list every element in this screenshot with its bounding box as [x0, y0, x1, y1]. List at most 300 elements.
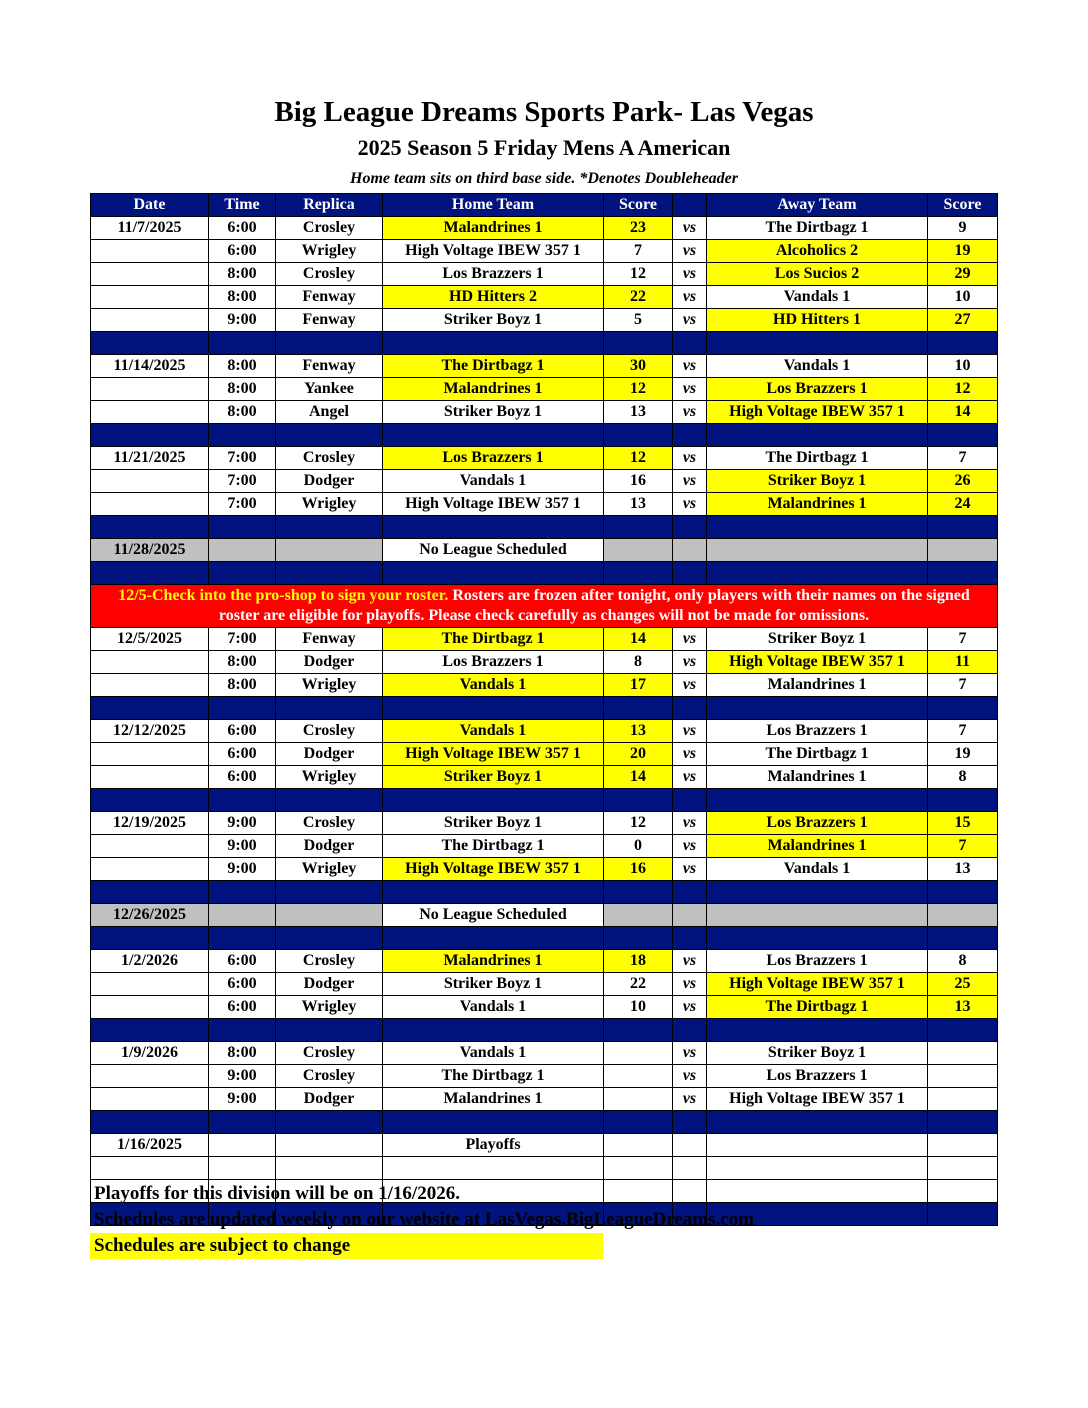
away-team: Vandals 1 [707, 355, 928, 378]
home-score: 17 [604, 674, 673, 697]
game-row [91, 493, 998, 516]
game-time: 7:00 [209, 628, 276, 651]
empty-cell [209, 1134, 276, 1157]
game-date: 11/7/2025 [91, 217, 209, 240]
home-team-note: Home team sits on third base side. *Denotes Doubleheader [350, 170, 738, 187]
game-time: 8:00 [209, 355, 276, 378]
game-time: 9:00 [209, 835, 276, 858]
empty-cell [91, 1157, 209, 1180]
game-field: Crosley [276, 720, 383, 743]
away-score: 7 [928, 628, 998, 651]
empty-cell [928, 1180, 998, 1203]
separator-cell [91, 562, 209, 585]
separator-cell [276, 424, 383, 447]
away-team: The Dirtbagz 1 [707, 217, 928, 240]
home-score: 30 [604, 355, 673, 378]
game-row [91, 950, 998, 973]
separator-cell [276, 927, 383, 950]
vs-label: vs [673, 743, 707, 766]
away-team: Los Sucios 2 [707, 263, 928, 286]
separator-cell [91, 789, 209, 812]
away-team: Alcoholics 2 [707, 240, 928, 263]
home-score: 13 [604, 493, 673, 516]
schedule-body [91, 194, 998, 1226]
game-date [91, 286, 209, 309]
separator-cell [707, 516, 928, 539]
game-time: 8:00 [209, 651, 276, 674]
game-field: Wrigley [276, 674, 383, 697]
home-score: 12 [604, 447, 673, 470]
separator-cell [91, 516, 209, 539]
home-score: 14 [604, 766, 673, 789]
separator-cell [707, 1111, 928, 1134]
away-team: Malandrines 1 [707, 674, 928, 697]
away-team: Los Brazzers 1 [707, 720, 928, 743]
away-score: 27 [928, 309, 998, 332]
game-time: 6:00 [209, 996, 276, 1019]
separator-cell [91, 1111, 209, 1134]
empty-cell [604, 1134, 673, 1157]
separator-cell [209, 927, 276, 950]
game-date [91, 1088, 209, 1111]
separator-cell [276, 332, 383, 355]
vs-label: vs [673, 674, 707, 697]
away-team: Malandrines 1 [707, 766, 928, 789]
separator-cell [673, 1111, 707, 1134]
separator-cell [383, 516, 604, 539]
home-score: 20 [604, 743, 673, 766]
away-team: High Voltage IBEW 357 1 [707, 401, 928, 424]
home-score: 14 [604, 628, 673, 651]
col-replica: Replica [276, 194, 383, 217]
separator-cell [91, 881, 209, 904]
no-league-date: 12/26/2025 [91, 904, 209, 927]
away-team: High Voltage IBEW 357 1 [707, 651, 928, 674]
separator-cell [383, 332, 604, 355]
away-score: 8 [928, 766, 998, 789]
game-row [91, 720, 998, 743]
separator-cell [276, 881, 383, 904]
away-score: 10 [928, 355, 998, 378]
game-field: Yankee [276, 378, 383, 401]
game-row [91, 674, 998, 697]
schedule-table [90, 193, 998, 1226]
game-row [91, 470, 998, 493]
separator-cell [209, 789, 276, 812]
home-score: 16 [604, 470, 673, 493]
game-time: 6:00 [209, 973, 276, 996]
separator-cell [928, 1111, 998, 1134]
home-team: Striker Boyz 1 [383, 309, 604, 332]
game-field: Wrigley [276, 996, 383, 1019]
game-field: Crosley [276, 263, 383, 286]
separator-row [91, 881, 998, 904]
col-vs [673, 194, 707, 217]
home-score: 22 [604, 286, 673, 309]
separator-cell [383, 562, 604, 585]
footer-playoffs-note: Playoffs for this division will be on 1/16/2026. [94, 1183, 460, 1204]
separator-cell [91, 332, 209, 355]
separator-cell [604, 1019, 673, 1042]
home-team: Vandals 1 [383, 470, 604, 493]
away-team: High Voltage IBEW 357 1 [707, 973, 928, 996]
playoffs-row [91, 1134, 998, 1157]
vs-label: vs [673, 401, 707, 424]
separator-cell [604, 697, 673, 720]
game-time: 9:00 [209, 858, 276, 881]
game-time: 8:00 [209, 674, 276, 697]
empty-cell [707, 1157, 928, 1180]
separator-cell [383, 881, 604, 904]
game-field: Fenway [276, 355, 383, 378]
away-score [928, 1065, 998, 1088]
footer-change-note: Schedules are subject to change [90, 1233, 603, 1259]
game-date [91, 240, 209, 263]
game-row [91, 743, 998, 766]
away-team: Los Brazzers 1 [707, 950, 928, 973]
empty-cell [673, 539, 707, 562]
game-date [91, 835, 209, 858]
away-score: 12 [928, 378, 998, 401]
home-team: Vandals 1 [383, 1042, 604, 1065]
separator-cell [673, 789, 707, 812]
separator-cell [276, 789, 383, 812]
game-row [91, 378, 998, 401]
separator-cell [928, 562, 998, 585]
game-date [91, 996, 209, 1019]
empty-cell [276, 1157, 383, 1180]
game-date: 11/21/2025 [91, 447, 209, 470]
home-score: 8 [604, 651, 673, 674]
game-date [91, 651, 209, 674]
game-time: 8:00 [209, 401, 276, 424]
game-field: Crosley [276, 217, 383, 240]
game-time: 9:00 [209, 1088, 276, 1111]
game-date: 12/19/2025 [91, 812, 209, 835]
separator-row [91, 697, 998, 720]
empty-cell [209, 904, 276, 927]
blank-row [91, 1157, 998, 1180]
game-date [91, 973, 209, 996]
separator-cell [276, 1019, 383, 1042]
away-score: 26 [928, 470, 998, 493]
separator-cell [604, 562, 673, 585]
playoffs-date: 1/16/2025 [91, 1134, 209, 1157]
away-team: Los Brazzers 1 [707, 812, 928, 835]
col-away-team: Away Team [707, 194, 928, 217]
away-score: 13 [928, 996, 998, 1019]
away-team: The Dirtbagz 1 [707, 743, 928, 766]
home-score: 12 [604, 812, 673, 835]
game-row [91, 766, 998, 789]
game-date: 1/9/2026 [91, 1042, 209, 1065]
separator-cell [209, 516, 276, 539]
vs-label: vs [673, 378, 707, 401]
home-team: Malandrines 1 [383, 950, 604, 973]
game-time: 6:00 [209, 743, 276, 766]
separator-cell [707, 424, 928, 447]
game-row [91, 355, 998, 378]
separator-cell [383, 927, 604, 950]
empty-cell [928, 1157, 998, 1180]
separator-cell [673, 881, 707, 904]
separator-cell [928, 881, 998, 904]
separator-cell [383, 424, 604, 447]
empty-cell [604, 539, 673, 562]
away-team: Malandrines 1 [707, 493, 928, 516]
separator-cell [707, 927, 928, 950]
separator-row [91, 424, 998, 447]
vs-label: vs [673, 973, 707, 996]
vs-label: vs [673, 1042, 707, 1065]
footer-website-note: Schedules are updated weekly on our website at LasVegas.BigLeagueDreams.com [94, 1209, 755, 1230]
separator-cell [91, 697, 209, 720]
separator-cell [209, 424, 276, 447]
empty-cell [604, 1180, 673, 1203]
away-team: Striker Boyz 1 [707, 1042, 928, 1065]
game-time: 8:00 [209, 286, 276, 309]
separator-cell [383, 1111, 604, 1134]
vs-label: vs [673, 1065, 707, 1088]
game-date [91, 470, 209, 493]
home-team: High Voltage IBEW 357 1 [383, 743, 604, 766]
game-row [91, 812, 998, 835]
empty-cell [604, 1157, 673, 1180]
game-time: 9:00 [209, 1065, 276, 1088]
home-team: Vandals 1 [383, 674, 604, 697]
away-score: 29 [928, 263, 998, 286]
empty-cell [276, 904, 383, 927]
notice-highlight: Check into the pro-shop to sign your roster. [152, 587, 449, 604]
away-score: 13 [928, 858, 998, 881]
away-score: 19 [928, 743, 998, 766]
game-field: Angel [276, 401, 383, 424]
page-subtitle: 2025 Season 5 Friday Mens A American [357, 135, 731, 160]
game-row [91, 401, 998, 424]
away-team: HD Hitters 1 [707, 309, 928, 332]
game-date [91, 493, 209, 516]
away-score: 15 [928, 812, 998, 835]
game-date [91, 858, 209, 881]
home-score: 22 [604, 973, 673, 996]
home-team: The Dirtbagz 1 [383, 835, 604, 858]
home-team: Malandrines 1 [383, 217, 604, 240]
game-row [91, 1042, 998, 1065]
game-row [91, 217, 998, 240]
separator-cell [604, 927, 673, 950]
no-league-label: No League Scheduled [383, 539, 604, 562]
empty-cell [604, 904, 673, 927]
home-team: HD Hitters 2 [383, 286, 604, 309]
game-field: Fenway [276, 309, 383, 332]
game-field: Crosley [276, 812, 383, 835]
separator-cell [604, 789, 673, 812]
separator-row [91, 789, 998, 812]
game-time: 6:00 [209, 766, 276, 789]
home-team: The Dirtbagz 1 [383, 1065, 604, 1088]
game-time: 8:00 [209, 378, 276, 401]
empty-cell [209, 539, 276, 562]
home-score: 10 [604, 996, 673, 1019]
home-team: The Dirtbagz 1 [383, 628, 604, 651]
game-field: Wrigley [276, 766, 383, 789]
game-field: Dodger [276, 651, 383, 674]
game-field: Wrigley [276, 493, 383, 516]
away-team: Striker Boyz 1 [707, 628, 928, 651]
away-score: 9 [928, 217, 998, 240]
game-date [91, 378, 209, 401]
away-score: 24 [928, 493, 998, 516]
separator-cell [383, 1019, 604, 1042]
game-field: Dodger [276, 835, 383, 858]
home-score [604, 1042, 673, 1065]
game-row [91, 263, 998, 286]
home-team: Vandals 1 [383, 996, 604, 1019]
vs-label: vs [673, 309, 707, 332]
playoffs-label: Playoffs [383, 1134, 604, 1157]
home-team: Striker Boyz 1 [383, 973, 604, 996]
game-row [91, 1088, 998, 1111]
notice-prefix: 12/5- [118, 587, 152, 604]
no-league-row [91, 539, 998, 562]
away-team: The Dirtbagz 1 [707, 447, 928, 470]
separator-cell [604, 332, 673, 355]
col-away-score: Score [928, 194, 998, 217]
separator-cell [91, 424, 209, 447]
home-team: Los Brazzers 1 [383, 651, 604, 674]
separator-cell [673, 562, 707, 585]
separator-cell [673, 332, 707, 355]
away-team: Malandrines 1 [707, 835, 928, 858]
home-team: Striker Boyz 1 [383, 812, 604, 835]
vs-label: vs [673, 1088, 707, 1111]
game-time: 8:00 [209, 263, 276, 286]
game-time: 6:00 [209, 720, 276, 743]
separator-cell [707, 1019, 928, 1042]
separator-cell [209, 881, 276, 904]
home-score: 23 [604, 217, 673, 240]
separator-cell [928, 927, 998, 950]
separator-cell [209, 697, 276, 720]
away-score: 25 [928, 973, 998, 996]
game-field: Dodger [276, 470, 383, 493]
game-time: 8:00 [209, 1042, 276, 1065]
game-row [91, 1065, 998, 1088]
game-row [91, 858, 998, 881]
game-date [91, 766, 209, 789]
vs-label: vs [673, 286, 707, 309]
home-team: Los Brazzers 1 [383, 447, 604, 470]
vs-label: vs [673, 240, 707, 263]
game-row [91, 973, 998, 996]
game-field: Dodger [276, 973, 383, 996]
separator-row [91, 1019, 998, 1042]
away-score [928, 1088, 998, 1111]
notice-text: Rosters are frozen after tonight, only players with their names on the signed roster are eligible for playoffs. Please check carefully as changes will not be made for omissions. [218, 587, 970, 624]
home-team: High Voltage IBEW 357 1 [383, 858, 604, 881]
game-row [91, 447, 998, 470]
home-team: The Dirtbagz 1 [383, 355, 604, 378]
header-row [91, 194, 998, 217]
empty-cell [383, 1157, 604, 1180]
separator-cell [91, 927, 209, 950]
empty-cell [209, 1157, 276, 1180]
away-score: 7 [928, 720, 998, 743]
separator-cell [604, 516, 673, 539]
vs-label: vs [673, 812, 707, 835]
vs-label: vs [673, 835, 707, 858]
game-field: Fenway [276, 286, 383, 309]
empty-cell [276, 539, 383, 562]
game-time: 7:00 [209, 447, 276, 470]
separator-cell [604, 424, 673, 447]
game-field: Crosley [276, 1065, 383, 1088]
game-field: Crosley [276, 447, 383, 470]
game-row [91, 628, 998, 651]
home-score: 5 [604, 309, 673, 332]
game-date: 12/12/2025 [91, 720, 209, 743]
game-date [91, 674, 209, 697]
away-score: 7 [928, 835, 998, 858]
home-score: 13 [604, 720, 673, 743]
col-date: Date [91, 194, 209, 217]
vs-label: vs [673, 720, 707, 743]
game-row [91, 835, 998, 858]
separator-cell [928, 1019, 998, 1042]
away-team: Striker Boyz 1 [707, 470, 928, 493]
no-league-row [91, 904, 998, 927]
separator-cell [707, 332, 928, 355]
away-score: 11 [928, 651, 998, 674]
home-team: Los Brazzers 1 [383, 263, 604, 286]
no-league-label: No League Scheduled [383, 904, 604, 927]
separator-row [91, 927, 998, 950]
no-league-date: 11/28/2025 [91, 539, 209, 562]
home-team: Malandrines 1 [383, 378, 604, 401]
home-score [604, 1065, 673, 1088]
vs-label: vs [673, 858, 707, 881]
separator-cell [673, 516, 707, 539]
separator-row [91, 516, 998, 539]
vs-label: vs [673, 950, 707, 973]
game-row [91, 309, 998, 332]
separator-cell [209, 1019, 276, 1042]
separator-cell [928, 332, 998, 355]
empty-cell [928, 1134, 998, 1157]
vs-label: vs [673, 217, 707, 240]
vs-label: vs [673, 628, 707, 651]
separator-cell [707, 881, 928, 904]
game-field: Wrigley [276, 240, 383, 263]
separator-row [91, 562, 998, 585]
separator-cell [928, 1203, 998, 1226]
away-score: 10 [928, 286, 998, 309]
game-date [91, 1065, 209, 1088]
game-date: 1/2/2026 [91, 950, 209, 973]
vs-label: vs [673, 996, 707, 1019]
vs-label: vs [673, 263, 707, 286]
separator-cell [707, 697, 928, 720]
separator-cell [673, 424, 707, 447]
game-time: 6:00 [209, 950, 276, 973]
vs-label: vs [673, 447, 707, 470]
game-time: 6:00 [209, 240, 276, 263]
empty-cell [276, 1134, 383, 1157]
game-time: 6:00 [209, 217, 276, 240]
game-field: Crosley [276, 950, 383, 973]
away-score: 19 [928, 240, 998, 263]
home-score: 0 [604, 835, 673, 858]
